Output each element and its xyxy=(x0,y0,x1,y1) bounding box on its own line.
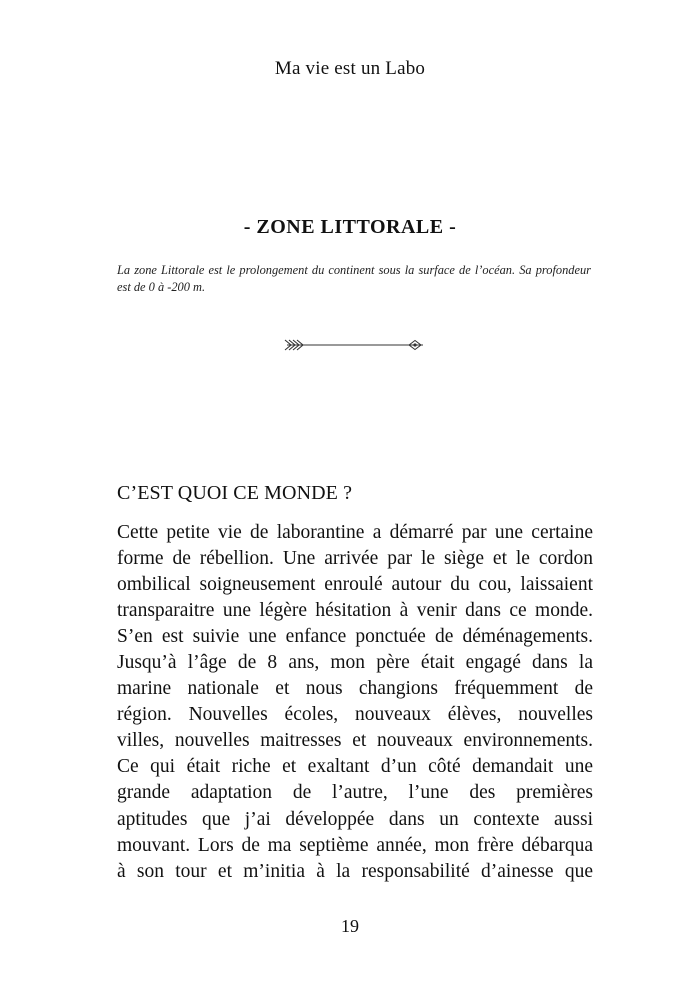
arrow-divider-icon xyxy=(283,337,427,353)
text-line: transparaitre une légère hésitation à venir dans ce monde. xyxy=(117,600,593,622)
text-line: région. Nouvelles écoles, nouveaux élèves, nouvelles xyxy=(117,704,593,726)
text-line: Jusqu’à l’âge de 8 ans, mon père était engagé dans la xyxy=(117,652,593,674)
text-line: marine nationale et nous changions fréquemment de xyxy=(117,678,593,700)
page-number: 19 xyxy=(341,916,359,936)
text-line: à son tour et m’initia à la responsabilité d’ainesse que xyxy=(117,860,593,882)
text-line: ombilical soigneusement enroulé autour du cou, laissaient xyxy=(117,574,593,596)
text-line: Cette petite vie de laborantine a démarré par une certaine xyxy=(117,522,593,543)
chapter-heading: C’EST QUOI CE MONDE ? xyxy=(117,482,353,504)
body-text xyxy=(117,520,593,885)
epigraph: La zone Littorale est le prolongement du continent sous la surface de l’océan. Sa profondeur est de 0 à -200 m. xyxy=(117,263,591,294)
text-line: villes, nouvelles maitresses et nouveaux environnements. xyxy=(117,730,593,752)
text-line: mouvant. Lors de ma septième année, mon frère débarqua xyxy=(117,834,593,856)
text-line: grande adaptation de l’autre, l’une des premières xyxy=(117,782,593,804)
text-line: Ce qui était riche et exaltant d’un côté demandait une xyxy=(117,756,593,778)
section-title: - ZONE LITTORALE - xyxy=(243,216,457,238)
text-line: aptitudes que j’ai développée dans un contexte aussi xyxy=(117,808,593,830)
running-header: Ma vie est un Labo xyxy=(274,58,426,79)
text-line: S’en est suivie une enfance ponctuée de déménagements. xyxy=(117,626,593,648)
text-line: forme de rébellion. Une arrivée par le siège et le cordon xyxy=(117,548,593,570)
